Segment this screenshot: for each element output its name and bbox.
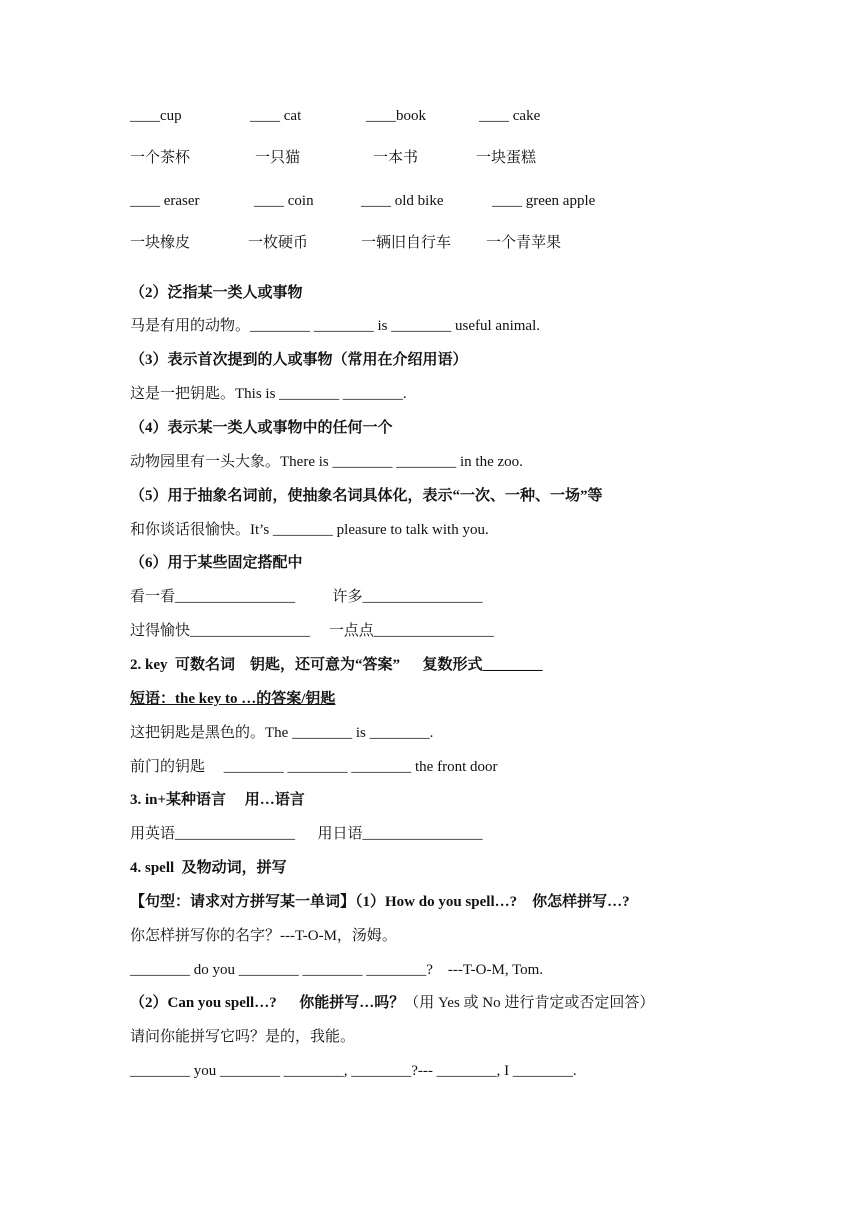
pattern-can-you-spell: [130, 993, 654, 1013]
plural-blank: ________: [482, 657, 543, 673]
pattern-can-you-spell-note: （用 Yes 或 No 进行肯定或否定回答）: [404, 995, 655, 1011]
exercise-languages: 用英语________________ 用日语________________: [130, 826, 483, 842]
word-blank-cake: ____ cake: [479, 108, 541, 124]
exercise-key: 这是一把钥匙。This is ________ ________.: [130, 386, 407, 402]
heading-key-text: 2. key 可数名词 钥匙，还可意为“答案” 复数形式: [130, 657, 483, 673]
word-blank-eraser: ____ eraser: [130, 193, 200, 209]
exercise-spell-name: ________ do you ________ ________ ________? ---T-O-M, Tom.: [130, 962, 544, 978]
heading-any-one: （4）表示某一类人或事物中的任何一个: [130, 420, 393, 436]
phrase-key-to: 短语：the key to …的答案/钥匙: [130, 691, 336, 707]
cn-cake: 一块蛋糕: [476, 150, 537, 166]
example-spell-name: 你怎样拼写你的名字？---T-O-M，汤姆。: [130, 928, 397, 944]
example-can-spell: 请问你能拼写它吗？是的，我能。: [130, 1029, 356, 1045]
exercise-can-spell: ________ you ________ ________, ________?--- ________, I ________.: [130, 1063, 577, 1079]
heading-in-language: 3. in+某种语言 用…语言: [130, 792, 305, 808]
cn-cup: 一个茶杯: [130, 150, 191, 166]
heading-generic-class: （2）泛指某一类人或事物: [130, 285, 303, 301]
heading-first-mention: （3）表示首次提到的人或事物（常用在介绍用语）: [130, 352, 468, 368]
heading-spell: 4. spell 及物动词，拼写: [130, 860, 287, 876]
exercise-front-door: 前门的钥匙 ________ ________ ________ the front door: [130, 759, 498, 775]
word-blank-book: ____book: [366, 108, 426, 124]
heading-fixed-phrases: （6）用于某些固定搭配中: [130, 555, 303, 571]
exercise-horse: 马是有用的动物。________ ________ is ________ useful animal.: [130, 318, 540, 334]
word-blank-cup: ____cup: [130, 108, 182, 124]
cn-book: 一本书: [373, 150, 419, 166]
cn-eraser: 一块橡皮: [130, 235, 191, 251]
exercise-phrases-2: 过得愉快________________ 一点点________________: [130, 623, 494, 639]
pattern-can-you-spell-bold: （2）Can you spell…? 你能拼写…吗？: [130, 995, 405, 1011]
exercise-phrases-1: 看一看________________ 许多________________: [130, 589, 483, 605]
word-blank-green-apple: ____ green apple: [492, 193, 596, 209]
cn-green-apple: 一个青苹果: [486, 235, 562, 251]
exercise-key-black: 这把钥匙是黑色的。The ________ is ________.: [130, 725, 434, 741]
cn-coin: 一枚硬币: [248, 235, 309, 251]
word-blank-coin: ____ coin: [254, 193, 314, 209]
exercise-elephant: 动物园里有一头大象。There is ________ ________ in the zoo.: [130, 454, 523, 470]
heading-key: [130, 655, 543, 675]
exercise-pleasure: 和你谈话很愉快。It’s ________ pleasure to talk with you.: [130, 522, 489, 538]
cn-old-bike: 一辆旧自行车: [361, 235, 452, 251]
word-blank-cat: ____ cat: [250, 108, 302, 124]
pattern-how-spell: 【句型：请求对方拼写某一单词】（1）How do you spell…? 你怎样拼写…?: [130, 894, 630, 910]
word-blank-old-bike: ____ old bike: [361, 193, 444, 209]
heading-abstract-noun: （5）用于抽象名词前，使抽象名词具体化，表示“一次、一种、一场”等: [130, 488, 603, 504]
cn-cat: 一只猫: [255, 150, 301, 166]
